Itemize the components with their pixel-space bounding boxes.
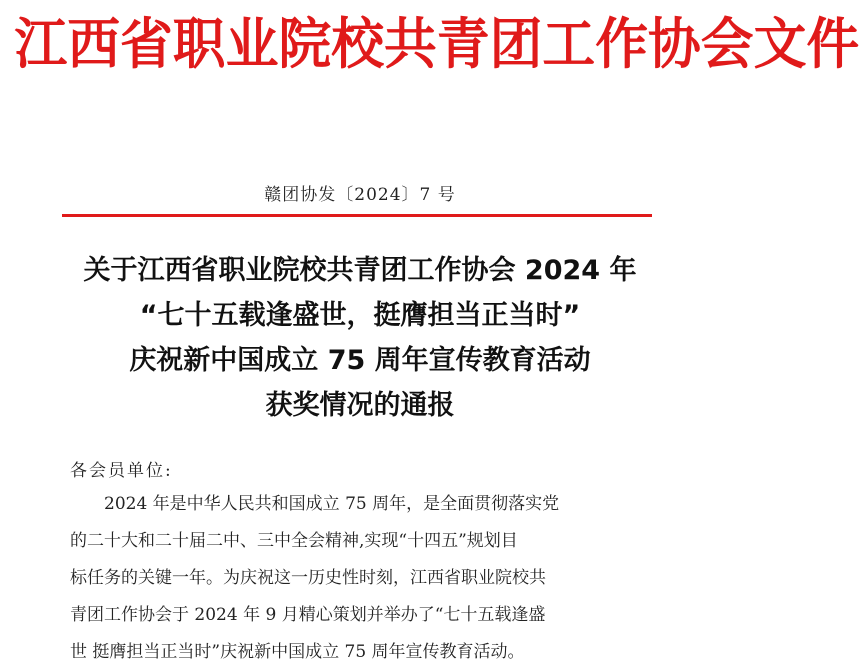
red-divider-line: [62, 214, 652, 217]
document-title: [0, 248, 720, 428]
title-line-1: 关于江西省职业院校共青团工作协会 2024 年: [83, 255, 637, 286]
salutation: 各会员单位:: [70, 461, 173, 481]
body-line-2: 的二十大和二十届二中、三中全会精神,实现“十四五”规划目: [70, 531, 518, 551]
title-line-2: “七十五载逢盛世，挺膺担当正当时”: [139, 300, 581, 331]
document-number: 赣团协发〔2024〕7 号: [264, 185, 456, 205]
body-line-4: 青团工作协会于 2024 年 9 月精心策划并举办了“七十五载逢盛: [70, 605, 546, 625]
body-paragraph: [70, 486, 660, 671]
title-line-4: 获奖情况的通报: [265, 390, 455, 421]
body-line-3: 标任务的关键一年。为庆祝这一历史性时刻，江西省职业院校共: [70, 568, 546, 588]
title-line-3: 庆祝新中国成立 75 周年宣传教育活动: [129, 345, 591, 376]
body-line-1: 2024 年是中华人民共和国成立 75 周年，是全面贯彻落实党: [70, 494, 560, 514]
issuer-masthead: 江西省职业院校共青团工作协会文件: [14, 12, 859, 76]
body-line-5: 世 挺膺担当正当时”庆祝新中国成立 75 周年宣传教育活动。: [70, 642, 525, 662]
